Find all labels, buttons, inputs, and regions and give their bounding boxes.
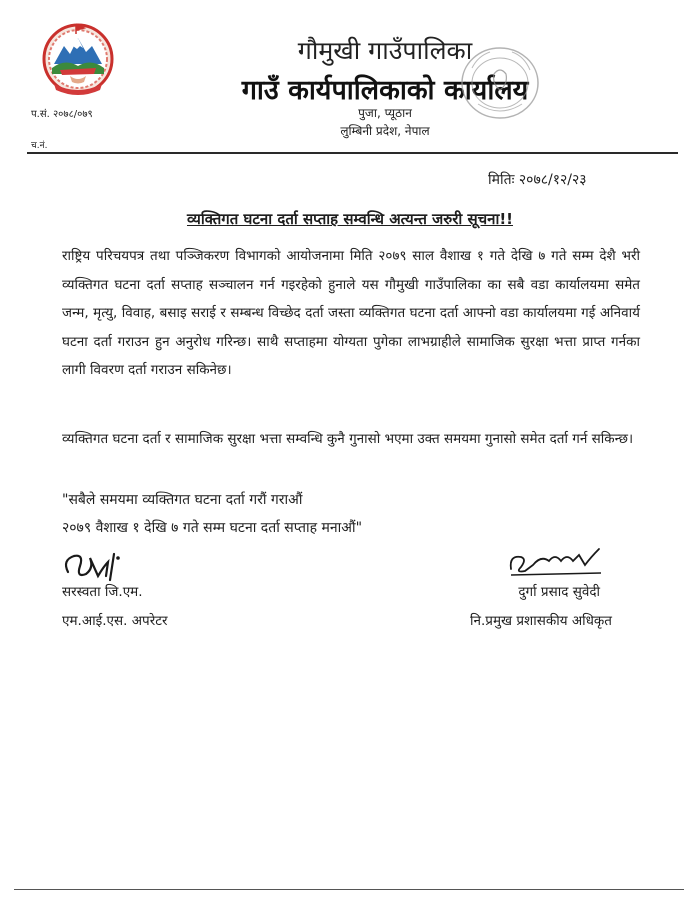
- handwritten-signature-icon: [505, 543, 605, 579]
- handwritten-signature-icon: [60, 546, 130, 586]
- notice-paragraph-2: व्यक्तिगत घटना दर्ता र सामाजिक सुरक्षा भत्ता सम्वन्धि कुनै गुनासो भएमा उक्त समयमा गुनासो समेत दर्ता गर्न सकिन्छ।: [62, 431, 634, 447]
- slogan-line-1: "सबैले समयमा व्यक्तिगत घटना दर्ता गरौं गराऔं: [62, 492, 303, 508]
- signatory-right-name: दुर्गा प्रसाद सुवेदी: [518, 584, 600, 600]
- footer-divider: [14, 889, 684, 890]
- signatory-right-title: नि.प्रमुख प्रशासकीय अधिकृत: [469, 613, 612, 629]
- slogan-line-2: २०७९ वैशाख १ देखि ७ गते सम्म घटना दर्ता सप्ताह मनाऔं": [62, 520, 363, 536]
- signatory-left-name: सरस्वता जि.एम.: [62, 584, 143, 600]
- nepal-emblem-icon: [40, 22, 116, 96]
- header-divider: [27, 152, 678, 154]
- office-name-line1: गौमुखी गाउँपालिका: [297, 36, 473, 65]
- notice-paragraph-1: राष्ट्रिय परिचयपत्र तथा पञ्जिकरण विभागको आयोजनामा मिति २०७९ साल वैशाख १ गते देखि ७ गते सम्म देशै भरी व्यक्तिगत घटना दर्ता सप्ताह सञ्चालन गर्न गइरहेको हुनाले यस गौमुखी गाउँपालिका का सबै वडा कार्यालयमा समेत जन्म, मृत्यु, विवाह, बसाइ सराई र सम्बन्ध विच्छेद दर्ता जस्ता व्यक्तिगत घटना दर्ता आफ्नो वडा कार्यालयमा गई अनिवार्य घटना दर्ता गराउन हुन अनुरोध गरिन्छ। साथै सप्ताहमा योग्यता पुगेका लाभग्राहीले सामाजिक सुरक्षा भत्ता प्राप्त गर्नका लागी विवरण दर्ता गराउन सकिनेछ।: [62, 248, 640, 378]
- notice-subject: व्यक्तिगत घटना दर्ता सप्ताह सम्वन्धि अत्यन्त जरुरी सूचना!!: [186, 210, 514, 228]
- dispatch-number-label: च.नं.: [31, 141, 48, 151]
- reference-number-label: प.सं. २०७८/०७९: [31, 109, 93, 120]
- document-date: मितिः २०७८/१२/२३: [488, 172, 587, 188]
- signatory-left-title: एम.आई.एस. अपरेटर: [62, 613, 168, 629]
- office-seal-stamp-icon: [458, 44, 542, 122]
- office-address-line2: लुम्बिनी प्रदेश, नेपाल: [340, 124, 430, 138]
- office-name-line2: गाउँ कार्यपालिकाको कार्यालय: [241, 75, 529, 106]
- office-address-line1: पुजा, प्यूठान: [358, 106, 412, 120]
